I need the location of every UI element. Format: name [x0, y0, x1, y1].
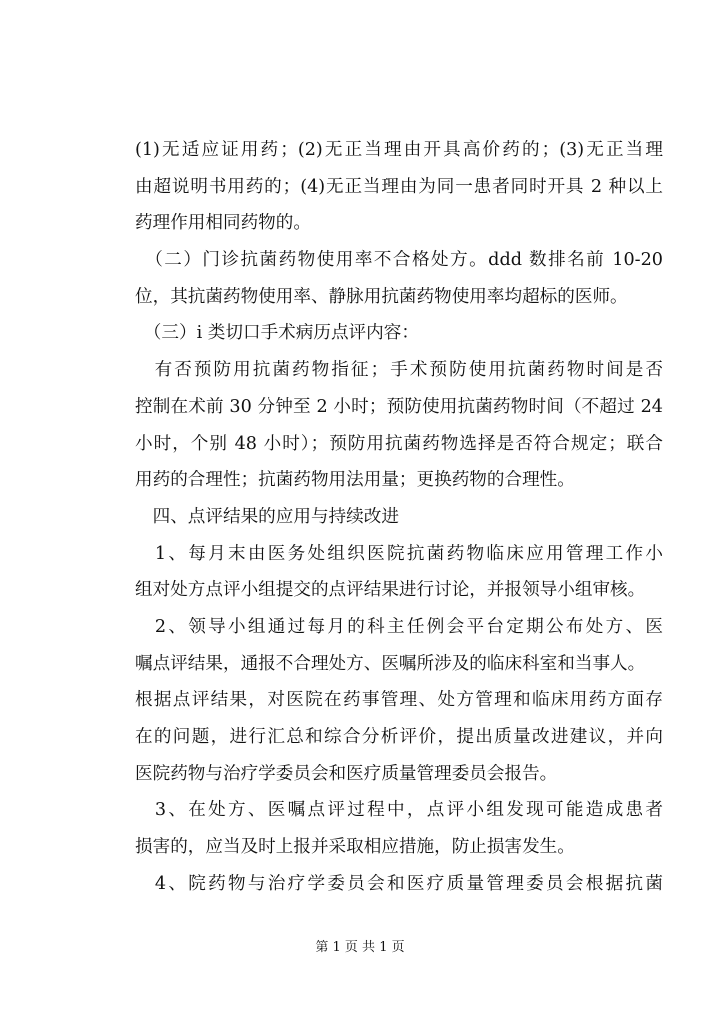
- text-line: 小时，个别 48 小时）；预防用抗菌药物选择是否符合规定；联合: [135, 433, 663, 454]
- text-line: 用药的合理性；抗菌药物用法用量；更换药物的合理性。: [135, 470, 575, 491]
- text-line: 4、院药物与治疗学委员会和医疗质量管理委员会根据抗菌: [135, 873, 663, 894]
- text-line: 药理作用相同药物的。: [135, 213, 311, 234]
- text-line: 四、点评结果的应用与持续改进: [135, 506, 399, 527]
- text-line: 有否预防用抗菌药物指征；手术预防使用抗菌药物时间是否: [135, 360, 663, 381]
- text-line: 由超说明书用药的；(4)无正当理由为同一患者同时开具 2 种以上: [135, 176, 663, 197]
- text-line: 1、每月末由医务处组织医院抗菌药物临床应用管理工作小: [135, 543, 663, 564]
- text-line: 嘱点评结果，通报不合理处方、医嘱所涉及的临床科室和当事人。: [135, 653, 646, 674]
- text-line: 医院药物与治疗学委员会和医疗质量管理委员会报告。: [135, 763, 558, 784]
- text-line: （二）门诊抗菌药物使用率不合格处方。ddd 数排名前 10-20: [135, 250, 663, 271]
- text-line: （三）i 类切口手术病历点评内容：: [135, 323, 419, 344]
- text-line: 根据点评结果，对医院在药事管理、处方管理和临床用药方面存: [135, 690, 663, 711]
- text-line: 3、在处方、医嘱点评过程中，点评小组发现可能造成患者: [135, 800, 663, 821]
- text-line: 组对处方点评小组提交的点评结果进行讨论，并报领导小组审核。: [135, 580, 646, 601]
- text-line: 位，其抗菌药物使用率、静脉用抗菌药物使用率均超标的医师。: [135, 286, 628, 307]
- text-line: 损害的，应当及时上报并采取相应措施，防止损害发生。: [135, 837, 575, 858]
- document-body: [135, 132, 663, 902]
- text-line: 2、领导小组通过每月的科主任例会平台定期公布处方、医: [135, 616, 663, 637]
- page-footer: 第 1 页 共 1 页: [315, 940, 405, 955]
- text-line: (1)无适应证用药；(2)无正当理由开具高价药的；(3)无正当理: [135, 140, 663, 160]
- text-line: 在的问题，进行汇总和综合分析评价，提出质量改进建议，并向: [135, 727, 663, 747]
- text-line: 控制在术前 30 分钟至 2 小时；预防使用抗菌药物时间（不超过 24: [135, 396, 663, 417]
